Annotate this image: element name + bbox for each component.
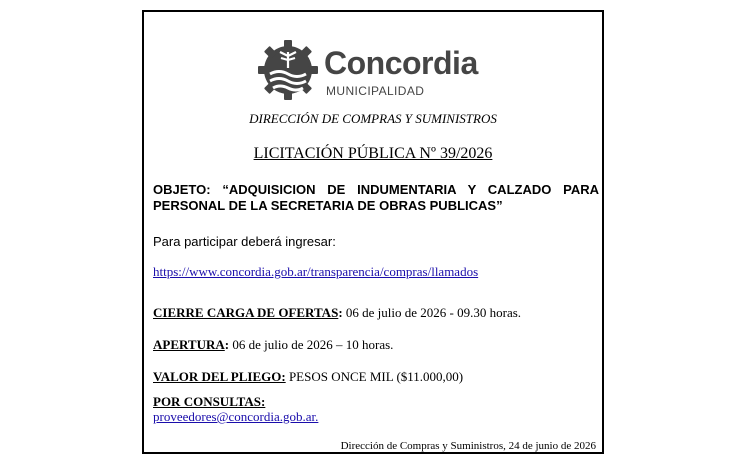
apertura-row: APERTURA: 06 de julio de 2026 – 10 horas.: [153, 337, 394, 352]
logo-name: Concordia: [324, 45, 478, 81]
consultas-label: POR CONSULTAS:: [153, 394, 266, 409]
participar-text: Para participar deberá ingresar:: [153, 234, 336, 249]
transparencia-link[interactable]: https://www.concordia.gob.ar/transparencia/compras/llamados: [153, 264, 479, 279]
valor-label: VALOR DEL PLIEGO:: [153, 369, 286, 384]
document-frame: [142, 10, 604, 454]
footer-signature: Dirección de Compras y Suministros, 24 de junio de 2026: [340, 440, 596, 452]
gear-sun-emblem-icon: [256, 38, 320, 102]
valor-row: [153, 369, 463, 385]
apertura-value: 06 de julio de 2026 – 10 horas.: [229, 337, 394, 352]
tender-title: LICITACIÓN PÚBLICA Nº 39/2026: [253, 145, 493, 162]
concordia-logo: [256, 38, 496, 108]
logo-subtitle: MUNICIPALIDAD: [326, 84, 425, 98]
valor-value: PESOS ONCE MIL ($11.000,00): [285, 369, 464, 384]
cierre-value: 06 de julio de 2026 - 09.30 horas.: [342, 305, 522, 320]
consultas-email-link[interactable]: proveedores@concordia.gob.ar.: [153, 409, 319, 424]
cierre-row: CIERRE CARGA DE OFERTAS: 06 de julio de 2026 - 09.30 horas.: [153, 305, 522, 320]
objeto-text: OBJETO: “ADQUISICION DE INDUMENTARIA Y CALZADO PARA PERSONAL DE LA SECRETARIA DE OBRAS PUBLICAS”: [153, 182, 599, 213]
apertura-label: APERTURA: [153, 337, 225, 352]
department-heading: DIRECCIÓN DE COMPRAS Y SUMINISTROS: [249, 111, 497, 126]
cierre-label: CIERRE CARGA DE OFERTAS: [153, 305, 339, 320]
